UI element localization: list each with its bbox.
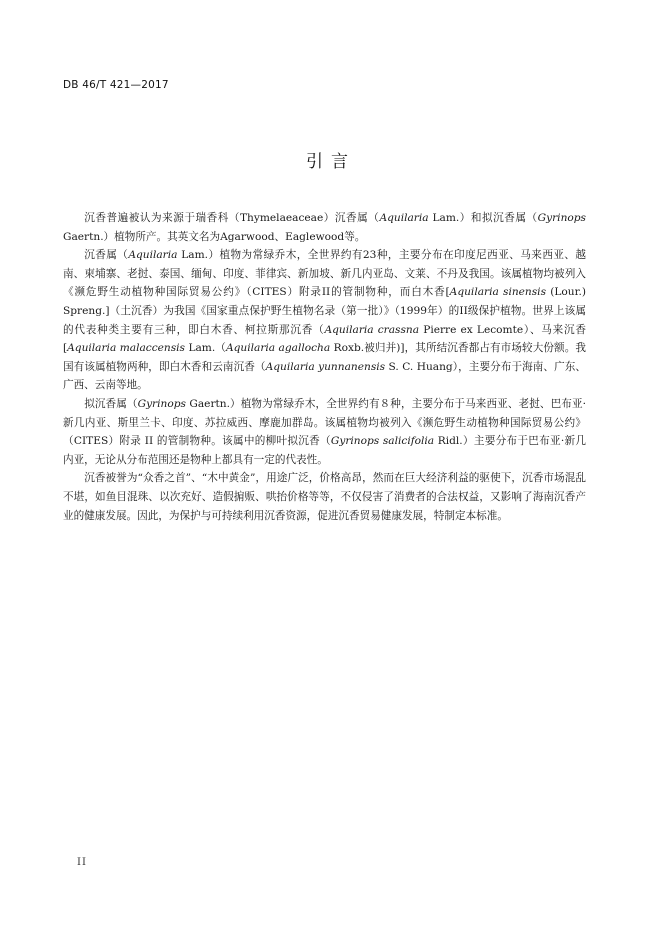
text-segment: Lam.）植物为常绿乔木，全世界约有23种，主要分布在印度尼西亚、马来西亚、越南、柬埔寨、老挝、泰国、缅甸、印度、菲律宾、新加坡、新几内亚岛、文莱、不丹及我国。该属植物均被列入《濒危野生动植物种国际贸易公约》（CITES）附录II的管制物种，而白木香[ xyxy=(63,249,587,299)
text-segment: Pierre ex Lecomte）、马来沉香[ xyxy=(63,323,587,355)
scientific-name: Aquilaria crassna xyxy=(324,323,420,336)
text-segment: 拟沉香属（ xyxy=(84,397,138,410)
scientific-name: Gyrinops xyxy=(537,212,586,224)
text-segment: 沉香被誉为“众香之首”、“木中黄金”，用途广泛，价格高昂，然而在巨大经济利益的驱使下，沉香市场混乱不堪，如鱼目混珠、以次充好、造假掮贩、哄抬价格等等，不仅侵害了消费者的合法权益，又影响了海南沉香产业的健康发展。因此，为保护与可持续利用沉香资源，促进沉香贸易健康发展，特制定本标准。 xyxy=(63,472,586,522)
text-segment: Lam.）和拟沉香属（ xyxy=(428,212,538,224)
scientific-name: Aquilaria yunnanensis xyxy=(265,360,386,373)
page-title: 引言 xyxy=(306,152,356,172)
text-segment: Roxb.被归并)]，其所结沉香都占有市场较大份额。我国有该属植物两种，即白木香和云南沉香（ xyxy=(63,342,587,373)
scientific-name: Aquilaria xyxy=(128,249,178,262)
text-segment: 沉香属（ xyxy=(84,249,129,262)
scientific-name: Gyrinops xyxy=(137,397,186,410)
text-segment: Gaertn.）植物为常绿乔木，全世界约有８种，主要分布于马来西亚、老挝、巴布亚·新几内亚、斯里兰卡、印度、苏拉威西、摩鹿加群岛。该属植物均被列入《濒危野生动植物种国际贸易公约》（CITES）附录 II 的管制物种。该属中的柳叶拟沉香（ xyxy=(63,397,586,448)
paragraph-1 xyxy=(63,209,586,246)
scientific-name: Aquilaria agallocha xyxy=(225,342,331,355)
paragraph-4 xyxy=(63,469,586,525)
text-segment: Ridl.）主要分布于巴布亚·新几内亚，无论从分布范围还是物种上都具有一定的代表性。 xyxy=(63,435,586,466)
scientific-name: Aquilaria xyxy=(379,212,429,224)
page-number: II xyxy=(77,857,87,868)
paragraph-3 xyxy=(63,395,586,469)
text-segment: 沉香普遍被认为来源于瑞香科（Thymelaeaceae）沉香属（ xyxy=(84,212,380,224)
standard-code-header: DB 46/T 421—2017 xyxy=(63,79,169,91)
text-segment: Gaertn.）植物所产。其英文名为Agarwood、Eaglewood等。 xyxy=(63,230,366,243)
scientific-name: Gyrinops salicifolia xyxy=(330,435,435,448)
scientific-name: Aquilaria malaccensis xyxy=(67,342,185,355)
text-segment: (Lour.) Spreng.]（土沉香）为我国《国家重点保护野生植物名录（第一批）》（1999年）的II级保护植物。世界上该属的代表种类主要有三种，即白木香、柯拉斯那沉香（ xyxy=(63,286,587,336)
text-segment: S. C. Huang），主要分布于海南、广东、广西、云南等地。 xyxy=(63,360,587,392)
text-segment: Lam.（ xyxy=(185,342,226,355)
scientific-name: Aquilaria sinensis xyxy=(449,286,547,299)
body-text xyxy=(63,209,586,525)
paragraph-2 xyxy=(63,246,586,395)
